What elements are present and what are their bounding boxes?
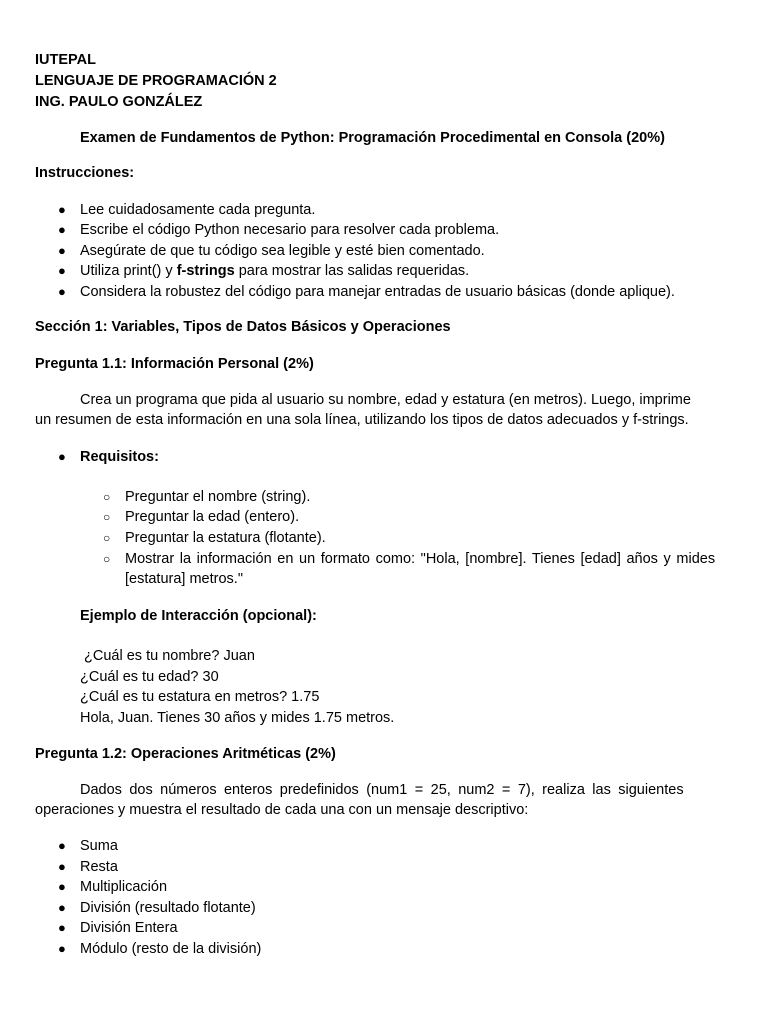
example-line: ¿Cuál es tu estatura en metros? 1.75 xyxy=(80,689,320,705)
q11-heading: Pregunta 1.1: Información Personal (2%) xyxy=(35,356,314,372)
print-item-pre: Utiliza print() y xyxy=(80,263,177,279)
instruction-item: Considera la robustez del código para manejar entradas de usuario básicas (donde aplique). xyxy=(80,284,675,300)
operation-item: División Entera xyxy=(80,920,178,936)
bullet-glyph: ● xyxy=(58,838,66,853)
bullet-glyph: ● xyxy=(58,243,66,258)
q12-paragraph-line1: Dados dos números enteros predefinidos (num1 = 25, num2 = 7), realiza las siguientes xyxy=(80,782,684,798)
bullet-glyph: ● xyxy=(58,879,66,894)
circle-bullet-glyph: ○ xyxy=(103,490,111,504)
requirements-heading: Requisitos: xyxy=(80,449,159,465)
print-item-post: para mostrar las salidas requeridas. xyxy=(234,263,470,279)
bullet-glyph: ● xyxy=(58,263,66,278)
example-line: ¿Cuál es tu nombre? Juan xyxy=(80,648,255,664)
bullet-glyph: ● xyxy=(58,920,66,935)
bullet-glyph: ● xyxy=(58,449,66,464)
exam-title: Examen de Fundamentos de Python: Programación Procedimental en Consola (20%) xyxy=(80,130,665,146)
q11-paragraph-line1: Crea un programa que pida al usuario su nombre, edad y estatura (en metros). Luego, imprime xyxy=(80,392,691,408)
circle-bullet-glyph: ○ xyxy=(103,531,111,545)
operation-item: Multiplicación xyxy=(80,879,168,895)
example-line: Hola, Juan. Tienes 30 años y mides 1.75 metros. xyxy=(80,710,395,726)
bullet-glyph: ● xyxy=(58,284,66,299)
q12-heading: Pregunta 1.2: Operaciones Aritméticas (2%) xyxy=(35,746,336,762)
instruction-item: Escribe el código Python necesario para resolver cada problema. xyxy=(80,222,500,238)
course-name: LENGUAJE DE PROGRAMACIÓN 2 xyxy=(35,73,277,89)
circle-bullet-glyph: ○ xyxy=(103,510,111,524)
instruction-item-print xyxy=(80,261,469,281)
instruction-item: Lee cuidadosamente cada pregunta. xyxy=(80,202,316,218)
example-heading: Ejemplo de Interacción (opcional): xyxy=(80,608,317,624)
requirement-item: Mostrar la información en un formato como: "Hola, [nombre]. Tienes [edad] años y mides xyxy=(125,551,716,567)
requirement-item: Preguntar la estatura (flotante). xyxy=(125,530,326,546)
bullet-glyph: ● xyxy=(58,900,66,915)
operation-item: División (resultado flotante) xyxy=(80,900,256,916)
q12-paragraph-line2: operaciones y muestra el resultado de cada una con un mensaje descriptivo: xyxy=(35,802,529,818)
bullet-glyph: ● xyxy=(58,202,66,217)
bullet-glyph: ● xyxy=(58,859,66,874)
requirement-item-continued: [estatura] metros." xyxy=(125,571,243,587)
section1-heading: Sección 1: Variables, Tipos de Datos Básicos y Operaciones xyxy=(35,319,451,335)
example-line: ¿Cuál es tu edad? 30 xyxy=(80,669,219,685)
instructions-heading: Instrucciones: xyxy=(35,165,135,181)
bullet-glyph: ● xyxy=(58,941,66,956)
circle-bullet-glyph: ○ xyxy=(103,552,111,566)
requirement-item: Preguntar el nombre (string). xyxy=(125,489,311,505)
bullet-glyph: ● xyxy=(58,222,66,237)
operation-item: Módulo (resto de la división) xyxy=(80,941,262,957)
professor-name: ING. PAULO GONZÁLEZ xyxy=(35,94,203,110)
print-item-bold: f-strings xyxy=(176,263,235,279)
operation-item: Suma xyxy=(80,838,118,854)
instruction-item: Asegúrate de que tu código sea legible y esté bien comentado. xyxy=(80,243,485,259)
institution-name: IUTEPAL xyxy=(35,52,96,68)
q11-paragraph-line2: un resumen de esta información en una sola línea, utilizando los tipos de datos adecuados y f-strings. xyxy=(35,412,689,428)
requirement-item: Preguntar la edad (entero). xyxy=(125,509,300,525)
operation-item: Resta xyxy=(80,859,118,875)
